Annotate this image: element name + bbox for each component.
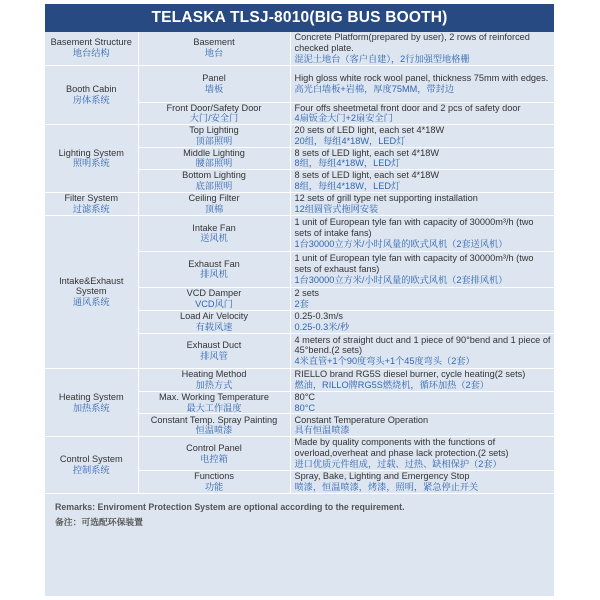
remarks-cn: 备注：可选配环保装置 [55, 516, 143, 527]
item-desc-cell [290, 391, 554, 414]
item-desc-cell [290, 251, 554, 287]
item-desc-cn: 1台30000立方米/小时风量的欧式风机（2套送风机） [294, 238, 508, 249]
item-name-en: Exhaust Fan [188, 258, 240, 269]
item-name-en: Constant Temp. Spray Painting [150, 414, 278, 425]
item-name-cn: 最大工作温度 [186, 402, 242, 413]
item-desc-en: 12 sets of grill type net supporting installation [294, 193, 478, 204]
item-desc-cn: 2套 [294, 298, 309, 309]
item-name-cell [138, 333, 290, 368]
system-name-cell [45, 65, 138, 125]
item-desc-cell [290, 470, 554, 493]
item-name-en: Exhaust Duct [186, 340, 242, 351]
item-desc-cell [290, 310, 554, 333]
system-name-en: Control System [59, 454, 123, 465]
system-name-cell [45, 368, 138, 437]
item-name-cell [138, 251, 290, 287]
item-desc-en: 8 sets of LED light, each set 4*18W [294, 170, 440, 181]
item-name-cell [138, 470, 290, 493]
item-name-cn: 有载风速 [195, 321, 233, 332]
item-name-cell [138, 102, 290, 125]
item-desc-en: 1 unit of European tyle fan with capacity of 30000m³/h (two sets of exhaust fans) [294, 253, 534, 274]
item-desc-cell [290, 215, 554, 251]
item-name-cn: 恒温喷漆 [195, 425, 233, 436]
item-desc-cell [290, 102, 554, 125]
item-desc-cn: 具有恒温喷漆 [294, 425, 350, 436]
system-name-cn: 地台结构 [72, 48, 110, 59]
item-desc-en: RIELLO brand RG5S diesel burner, cycle heating(2 sets) [294, 369, 526, 380]
system-name-en: Booth Cabin [65, 84, 117, 94]
item-desc-cell [290, 170, 554, 193]
item-desc-en: 80°C [294, 391, 316, 402]
item-name-en: Heating Method [181, 369, 247, 380]
item-name-en: Basement [193, 37, 235, 48]
item-desc-en: Made by quality components with the functions of overload,overheat and phase lack protection.(2 sets) [294, 437, 509, 459]
spec-row [45, 437, 554, 470]
system-name-cn: 控制系统 [72, 465, 110, 476]
system-name-cn: 加热系统 [72, 402, 110, 413]
item-desc-cell [290, 287, 554, 310]
item-desc-cn: 燃油，RILLO牌RG5S燃烧机，循环加热（2套） [294, 379, 489, 390]
item-name-cn: VCD风门 [195, 298, 233, 309]
item-name-cell [138, 437, 290, 470]
item-desc-cell [290, 414, 554, 437]
item-desc-cn: 8组，每组4*18W，LED灯 [294, 181, 401, 192]
item-desc-cn: 1台30000立方米/小时风量的欧式风机（2套排风机） [294, 274, 508, 285]
item-desc-en: 4 meters of straight duct and 1 piece of 90°bend and 1 piece of 45°bend.(2 sets) [294, 334, 551, 356]
item-desc-cn: 喷漆，恒温喷漆，烤漆，照明，紧急停止开关 [294, 481, 479, 492]
item-desc-en: High gloss white rock wool panel, thickness 75mm with edges. [294, 72, 549, 83]
system-name-en: Heating System [58, 391, 124, 402]
item-name-cell [138, 310, 290, 333]
item-desc-cn: 0.25-0.3米/秒 [294, 321, 350, 332]
item-name-cell [138, 32, 290, 65]
item-desc-en: Four offs sheetmetal front door and 2 pcs of safety door [294, 102, 521, 113]
item-name-cell [138, 147, 290, 170]
item-desc-cn: 8组，每组4*18W，LED灯 [294, 158, 401, 169]
item-desc-en: Concrete Platform(prepared by user), 2 rows of reinforced checked plate. [294, 32, 530, 53]
item-name-cell [138, 414, 290, 437]
item-desc-cell [290, 333, 554, 368]
item-name-cn: 顶棉 [204, 203, 224, 214]
item-name-en: Load Air Velocity [180, 311, 248, 322]
item-name-cell [138, 170, 290, 193]
item-name-en: Top Lighting [189, 125, 239, 136]
item-desc-en: 0.25-0.3m/s [294, 311, 344, 322]
spec-row [45, 125, 554, 148]
system-name-cn: 房体系统 [72, 94, 110, 105]
system-name-cn: 过滤系统 [72, 203, 110, 214]
item-desc-cell [290, 125, 554, 148]
item-name-en: Functions [194, 471, 234, 482]
item-name-en: Bottom Lighting [182, 170, 246, 181]
item-desc-en: Constant Temperature Operation [294, 414, 429, 425]
spec-row [45, 32, 554, 65]
spec-title: TELASKA TLSJ-8010(BIG BUS BOOTH) [45, 4, 554, 32]
item-desc-cell [290, 147, 554, 170]
system-name-cell [45, 437, 138, 493]
spec-row [45, 65, 554, 102]
item-desc-cell [290, 437, 554, 470]
item-name-en: Intake Fan [192, 222, 236, 233]
item-name-cell [138, 125, 290, 148]
item-desc-en: 8 sets of LED light, each set 4*18W [294, 147, 440, 158]
item-name-cn: 腰部照明 [195, 158, 233, 169]
remarks [45, 494, 554, 530]
system-name-en: Lighting System [58, 147, 124, 158]
item-name-cn: 顶部照明 [195, 135, 233, 146]
item-desc-cn: 4扇钣金大门+2扇安全门 [294, 113, 393, 124]
spec-row [45, 368, 554, 391]
item-desc-en: 20 sets of LED light, each set 4*18W [294, 125, 445, 136]
system-name-cell [45, 125, 138, 193]
system-name-cell [45, 32, 138, 65]
item-name-en: Ceiling Filter [188, 193, 240, 204]
system-name-cell [45, 215, 138, 368]
item-desc-cn: 80°C [294, 402, 316, 413]
spec-row [45, 192, 554, 215]
item-desc-en: 2 sets [294, 288, 320, 299]
system-name-cn: 照明系统 [72, 158, 110, 169]
item-name-en: Panel [202, 72, 226, 83]
item-desc-cn: 进口优质元件组成，过载、过热、缺相保护（2套） [294, 459, 502, 470]
item-desc-cell [290, 32, 554, 65]
item-desc-cn: 高光白墙板+岩棉，厚度75MM，带封边 [294, 83, 455, 94]
item-desc-cn: 20组，每组4*18W，LED灯 [294, 135, 406, 146]
item-desc-cn: 12组圆管式拖网安装 [294, 203, 379, 214]
item-name-cell [138, 391, 290, 414]
item-name-cn: 排风机 [200, 269, 228, 280]
item-name-cell [138, 368, 290, 391]
system-name-en: Basement Structure [50, 37, 132, 48]
item-name-en: Middle Lighting [183, 147, 245, 158]
item-name-en: VCD Damper [186, 288, 242, 299]
item-name-cn: 送风机 [200, 233, 228, 244]
spec-table [45, 32, 554, 494]
item-name-cn: 墙板 [204, 83, 224, 94]
item-desc-cn: 4米直管+1个90度弯头+1个45度弯头（2套） [294, 356, 475, 367]
item-desc-cn: 混泥土地台（客户自建），2行加强型地格栅 [294, 53, 470, 64]
item-name-en: Max. Working Temperature [159, 391, 269, 402]
item-desc-cell [290, 192, 554, 215]
system-name-en: Filter System [64, 193, 119, 204]
item-name-cn: 地台 [204, 48, 224, 59]
system-name-cn: 通风系统 [72, 297, 110, 308]
item-name-en: Front Door/Safety Door [166, 102, 262, 113]
system-name-cell [45, 192, 138, 215]
item-name-en: Control Panel [186, 442, 242, 453]
item-name-cell [138, 65, 290, 102]
item-name-cell [138, 192, 290, 215]
item-name-cell [138, 215, 290, 251]
item-name-cn: 电控箱 [200, 453, 228, 464]
spec-row [45, 215, 554, 251]
item-name-cn: 底部照明 [195, 181, 233, 192]
item-name-cn: 大门/安全门 [189, 113, 239, 124]
item-desc-en: Spray, Bake, Lighting and Emergency Stop [294, 471, 470, 482]
remarks-en: Remarks: Enviroment Protection System are optional according to the requirement. [55, 501, 405, 512]
system-name-en: Intake&Exhaust System [59, 275, 124, 297]
item-name-cn: 加热方式 [195, 379, 233, 390]
item-name-cn: 功能 [204, 481, 224, 492]
item-name-cn: 排风管 [200, 350, 228, 361]
spec-sheet [45, 4, 554, 596]
item-desc-en: 1 unit of European tyle fan with capacity of 30000m³/h (two sets of intake fans) [294, 217, 534, 238]
item-desc-cell [290, 65, 554, 102]
item-name-cell [138, 287, 290, 310]
item-desc-cell [290, 368, 554, 391]
